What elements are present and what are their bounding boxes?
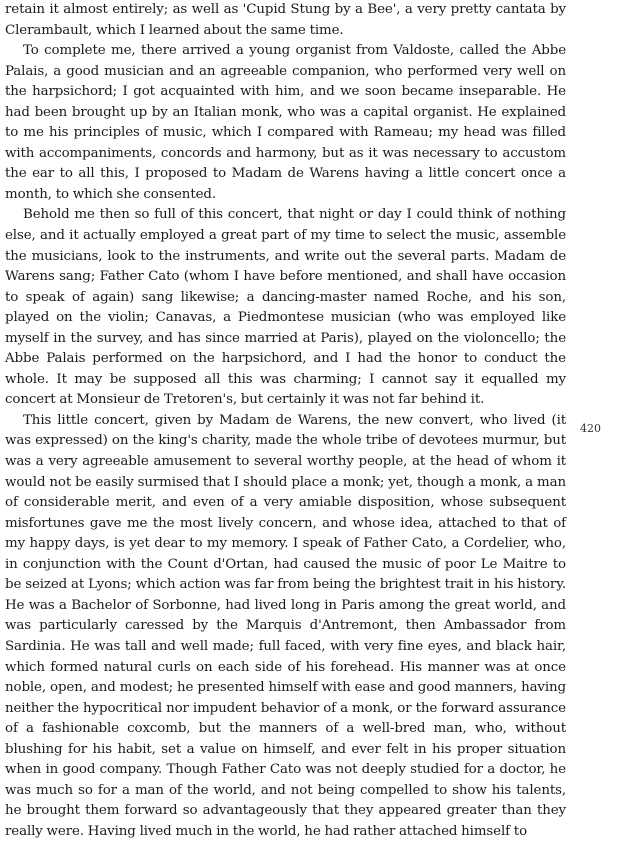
paragraph-3: Behold me then so full of this concert, that night or day I could think of nothing else, and it actually employed a great part of my time to select the music, assemble the musicians, look to the instruments, and write out the several parts. Madam de Warens sang; Father Cato (whom I have before mentioned, and shall have occasion to speak of again) sang likewise; a dancing-master named Roche, and his son, played on the violin; Canavas, a Piedmontese musician (who was employed like myself in the survey, and has since married at Paris), played on the violoncello; the Abbe Palais performed on the harpsichord, and I had the honor to conduct the whole. It may be supposed all this was charming; I cannot say it equalled my concert at Monsieur de Tretoren's, but certainly it was not far behind it. [5, 207, 566, 408]
page-number: 420 [580, 422, 601, 435]
page-text [5, 0, 566, 842]
paragraph-4: This little concert, given by Madam de Warens, the new convert, who lived (it was expressed) on the king's charity, made the whole tribe of devotees murmur, but was a very agreeable amusement to several worthy people, at the head of whom it would not be easily surmised that I should place a monk; yet, though a monk, a man of considerable merit, and even of a very amiable disposition, whose subsequent misfortunes gave me the most lively concern, and whose idea, attached to that of my happy days, is yet dear to my memory. I speak of Father Cato, a Cordelier, who, in conjunction with the Count d'Ortan, had caused the music of poor Le Maitre to be seized at Lyons; which action was far from being the brightest trait in his history. He was a Bachelor of Sorbonne, had lived long in Paris among the great world, and was particularly caressed by the Marquis d'Antremont, then Ambassador from Sardinia. He was tall and well made; full faced, with very fine eyes, and black hair, which formed natural curls on each side of his forehead. His manner was at once noble, open, and modest; he presented himself with ease and good manners, having neither the hypocritical nor impudent behavior of a monk, or the forward assurance of a fashionable coxcomb, but the manners of a well-bred man, who, without blushing for his habit, set a value on himself, and ever felt in his proper situation when in good company. Though Father Cato was not deeply studied for a doctor, he was much so for a man of the world, and not being compelled to show his talents, he brought them forward so advantageously that they appeared greater than they really were. Having lived much in the world, he had rather attached himself to [5, 412, 566, 839]
paragraph-1: retain it almost entirely; as well as 'Cupid Stung by a Bee', a very pretty cantata by Clerambault, which I learned about the same time. [5, 2, 566, 38]
paragraph-2: To complete me, there arrived a young organist from Valdoste, called the Abbe Palais, a good musician and an agreeable companion, who performed very well on the harpsichord; I got acquainted with him, and we soon became inseparable. He had been brought up by an Italian monk, who was a capital organist. He explained to me his principles of music, which I compared with Rameau; my head was filled with accompaniments, concords and harmony, but as it was necessary to accustom the ear to all this, I proposed to Madam de Warens having a little concert once a month, to which she consented. [5, 43, 566, 202]
